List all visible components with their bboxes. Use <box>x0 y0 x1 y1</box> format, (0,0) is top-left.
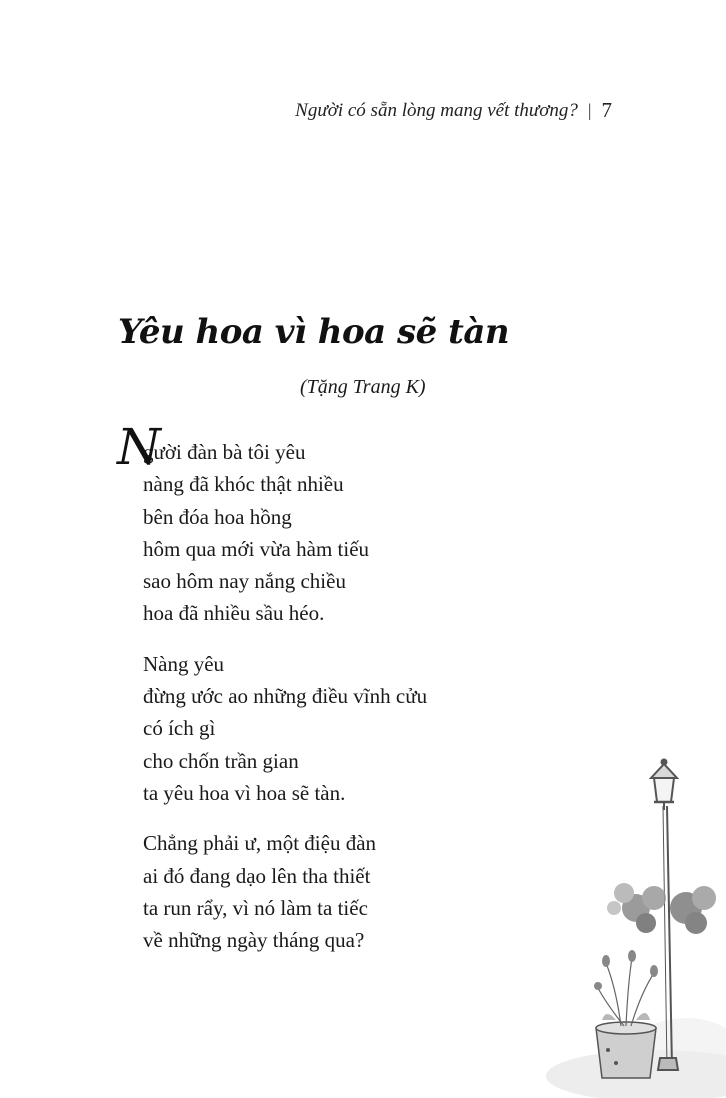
header-separator: | <box>587 100 592 120</box>
poem-line: đừng ước ao những điều vĩnh cửu <box>143 684 428 709</box>
running-header <box>295 98 612 123</box>
stanza-2 <box>143 648 427 809</box>
poem-line: nàng đã khóc thật nhiều <box>143 472 344 497</box>
stanza-1 <box>117 418 427 630</box>
poem-body <box>117 418 428 974</box>
flower-pot-icon <box>594 950 658 1078</box>
poem-title: Yêu hoa vì hoa sẽ tàn <box>118 312 510 352</box>
poem-line: hoa đã nhiều sầu héo. <box>143 601 325 626</box>
poem-line: có ích gì <box>143 716 216 741</box>
poem-line <box>117 418 427 476</box>
first-line-text: gười đàn bà tôi yêu <box>143 440 306 464</box>
poem-line: về những ngày tháng qua? <box>143 928 365 953</box>
hanging-flowers-icon <box>607 883 716 934</box>
poem-line: hôm qua mới vừa hàm tiếu <box>143 536 370 561</box>
poem-line: ta run rẩy, vì nó làm ta tiếc <box>143 895 368 920</box>
page-number: 7 <box>601 98 612 122</box>
poem-line: ai đó đang dạo lên tha thiết <box>143 863 371 888</box>
poem-line: Chẳng phải ư, một điệu đàn <box>143 831 377 856</box>
drop-cap: N <box>117 418 161 476</box>
poem-dedication: (Tặng Trang K) <box>300 376 426 398</box>
poem-line: ta yêu hoa vì hoa sẽ tàn. <box>143 780 346 805</box>
poem-line: sao hôm nay nắng chiều <box>143 569 346 594</box>
poem-line: bên đóa hoa hồng <box>143 504 292 529</box>
stanza-3 <box>143 827 427 956</box>
poem-line: Nàng yêu <box>143 651 225 676</box>
lamp-and-flowerpot-illustration <box>536 758 726 1098</box>
running-title: Người có sẵn lòng mang vết thương? <box>295 99 578 121</box>
poem-line: cho chốn trần gian <box>143 748 299 773</box>
